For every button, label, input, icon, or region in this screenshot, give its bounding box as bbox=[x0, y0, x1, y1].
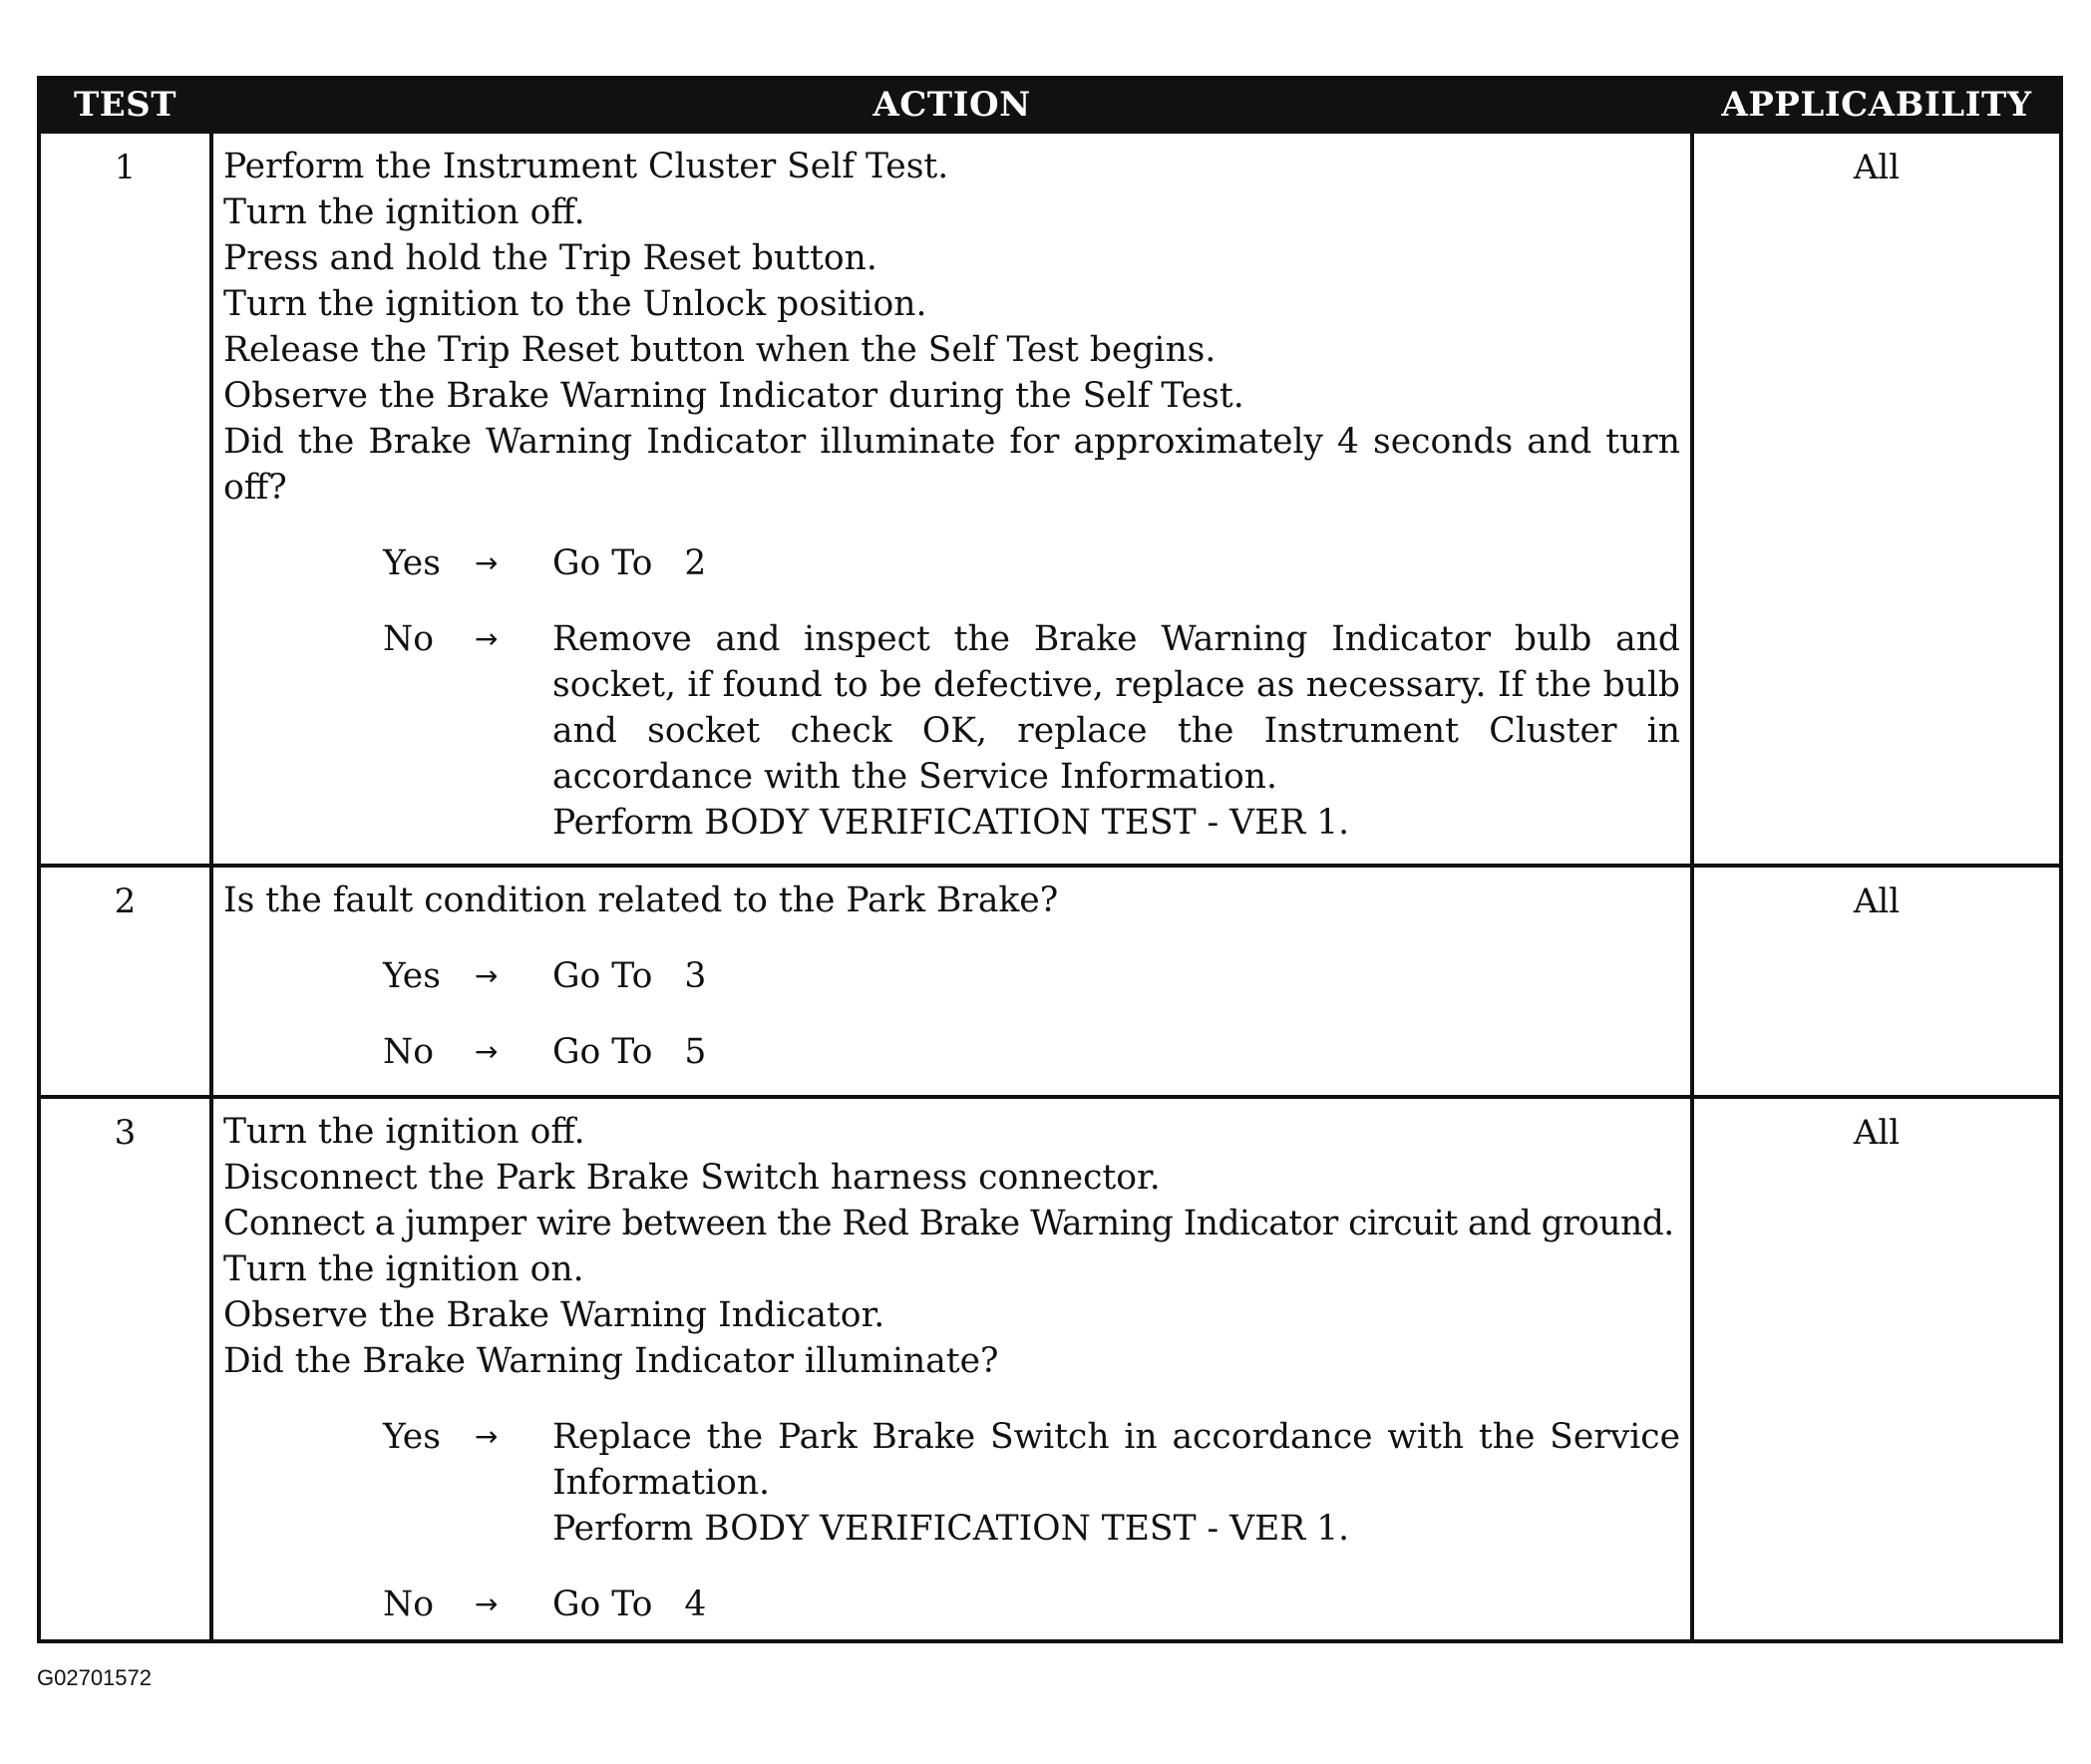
figure-id-caption: G02701572 bbox=[37, 1665, 152, 1690]
action-line: Turn the ignition off. bbox=[223, 1112, 585, 1152]
yes-label: Yes bbox=[383, 956, 441, 996]
arrow-icon: → bbox=[475, 1035, 499, 1068]
applicability-value: All bbox=[1692, 866, 2061, 1097]
action-question: Did the Brake Warning Indicator illuminate for approximately 4 seconds and turn off? bbox=[223, 422, 1680, 508]
no-label: No bbox=[383, 619, 434, 659]
yes-branch bbox=[223, 540, 1680, 586]
action-cell bbox=[211, 1097, 1692, 1641]
yes-result bbox=[552, 1414, 1680, 1552]
table-row bbox=[39, 132, 2061, 866]
action-line: Observe the Brake Warning Indicator during the Self Test. bbox=[223, 376, 1244, 416]
test-number: 1 bbox=[39, 132, 211, 866]
no-label: No bbox=[383, 1032, 434, 1072]
action-cell bbox=[211, 132, 1692, 866]
action-question: Is the fault condition related to the Park Brake? bbox=[223, 881, 1059, 920]
action-line: Connect a jumper wire between the Red Brake Warning Indicator circuit and ground. bbox=[223, 1204, 1674, 1243]
no-branch bbox=[223, 1582, 1680, 1627]
header-row bbox=[39, 78, 2061, 132]
yes-result-text: Replace the Park Brake Switch in accordance with the Service Information. bbox=[552, 1417, 1680, 1503]
header-action: ACTION bbox=[211, 78, 1692, 132]
test-number: 3 bbox=[39, 1097, 211, 1641]
no-result-text-2: Perform BODY VERIFICATION TEST - VER 1. bbox=[552, 803, 1350, 843]
action-line: Turn the ignition to the Unlock position. bbox=[223, 284, 927, 324]
goto-number: 3 bbox=[684, 956, 707, 996]
yes-branch bbox=[223, 953, 1680, 999]
applicability-value: All bbox=[1692, 1097, 2061, 1641]
yes-label: Yes bbox=[383, 543, 441, 583]
yes-label: Yes bbox=[383, 1417, 441, 1457]
header-test: TEST bbox=[39, 78, 211, 132]
arrow-icon: → bbox=[475, 1420, 499, 1453]
no-result bbox=[552, 616, 1680, 846]
table-row bbox=[39, 1097, 2061, 1641]
yes-result bbox=[552, 540, 1680, 586]
test-number: 2 bbox=[39, 866, 211, 1097]
yes-branch bbox=[223, 1414, 1680, 1552]
applicability-value: All bbox=[1692, 132, 2061, 866]
diagnostic-test-table bbox=[37, 76, 2063, 1643]
diagnostic-table-container bbox=[37, 76, 2059, 1643]
action-line: Press and hold the Trip Reset button. bbox=[223, 238, 877, 278]
goto-number: 2 bbox=[684, 543, 707, 583]
arrow-icon: → bbox=[475, 546, 499, 579]
arrow-icon: → bbox=[475, 622, 499, 655]
arrow-icon: → bbox=[475, 959, 499, 992]
no-branch bbox=[223, 1029, 1680, 1075]
action-line: Perform the Instrument Cluster Self Test. bbox=[223, 147, 949, 186]
no-result bbox=[552, 1582, 1680, 1627]
goto-text: Go To bbox=[552, 1032, 653, 1072]
yes-result bbox=[552, 953, 1680, 999]
action-cell bbox=[211, 866, 1692, 1097]
no-result-text: Remove and inspect the Brake Warning Indicator bulb and socket, if found to be defective, replace as necessary. If the bulb and socket check OK, replace the Instrument Cluster in accordance with the Service Information. bbox=[552, 619, 1680, 797]
action-line: Turn the ignition on. bbox=[223, 1249, 584, 1289]
yes-result-text-2: Perform BODY VERIFICATION TEST - VER 1. bbox=[552, 1509, 1350, 1549]
header-applicability: APPLICABILITY bbox=[1692, 78, 2061, 132]
goto-text: Go To bbox=[552, 1585, 653, 1624]
table-row bbox=[39, 866, 2061, 1097]
no-result bbox=[552, 1029, 1680, 1075]
action-line: Release the Trip Reset button when the Self Test begins. bbox=[223, 330, 1217, 370]
goto-text: Go To bbox=[552, 956, 653, 996]
goto-number: 5 bbox=[684, 1032, 707, 1072]
action-line: Disconnect the Park Brake Switch harness connector. bbox=[223, 1158, 1161, 1198]
goto-text: Go To bbox=[552, 543, 653, 583]
no-branch bbox=[223, 616, 1680, 846]
no-label: No bbox=[383, 1585, 434, 1624]
action-line: Turn the ignition off. bbox=[223, 192, 585, 232]
goto-number: 4 bbox=[684, 1585, 707, 1624]
arrow-icon: → bbox=[475, 1588, 499, 1620]
action-question: Did the Brake Warning Indicator illuminate? bbox=[223, 1341, 999, 1381]
action-line: Observe the Brake Warning Indicator. bbox=[223, 1295, 885, 1335]
